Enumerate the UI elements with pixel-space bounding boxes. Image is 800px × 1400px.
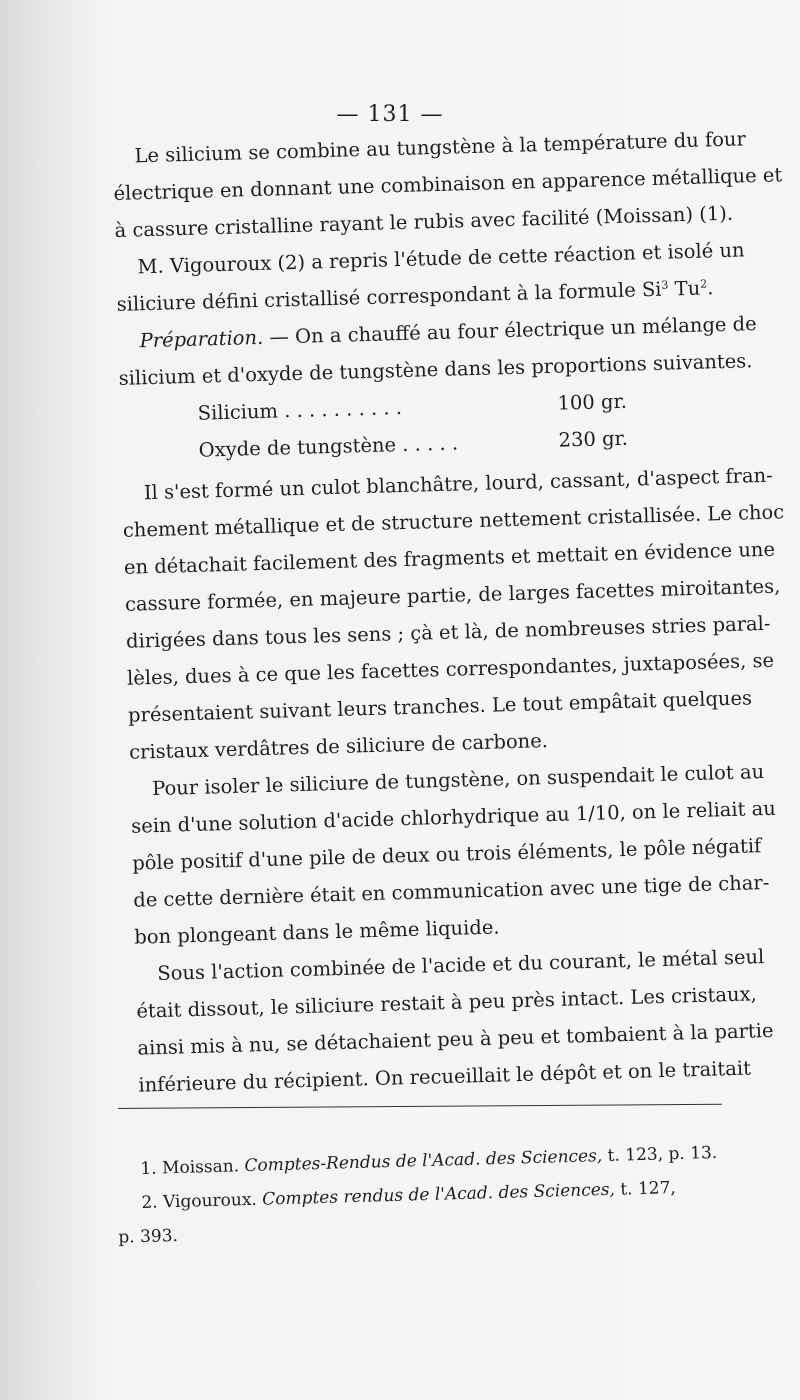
text-line: dirigées dans tous les sens ; çà et là, de nombreuses stries paral-	[125, 611, 771, 653]
footnote-title: Comptes rendus de l'Acad. des Sciences,	[261, 1179, 616, 1210]
text-line: ainsi mis à nu, se détachaient peu à peu et tombaient à la partie	[137, 1018, 774, 1060]
page-number: — 131 —	[336, 102, 444, 127]
body-text	[112, 121, 785, 1103]
footnote-number: 2.	[141, 1192, 158, 1213]
text-line: Le silicium se combine au tungstène à la température du four	[134, 127, 747, 168]
footnote-title: Comptes-Rendus de l'Acad. des Sciences,	[244, 1146, 603, 1177]
formula-superscript: 3	[661, 278, 669, 292]
proportions-table	[197, 382, 639, 468]
footnote-author: Vigouroux.	[162, 1189, 258, 1213]
footnote-separator	[118, 1104, 722, 1109]
text-line: était dissout, le siliciure restait à peu près intact. Les cristaux,	[136, 982, 758, 1023]
text-line: de cette dernière était en communication avec une tige de char-	[132, 870, 770, 912]
text-line-formula: siliciure défini cristallisé correspondant à la formule Si$^3$ Tu$^2$.	[116, 276, 714, 316]
footnote-author: Moissan.	[161, 1156, 240, 1179]
text-line: pôle positif d'une pile de deux ou trois éléments, le pôle négatif	[131, 834, 762, 875]
paragraph-4	[121, 458, 785, 771]
text-line: sein d'une solution d'acide chlorhydrique au 1/10, on le reliait au	[130, 796, 777, 838]
text-segment: Tu	[674, 276, 701, 301]
text-line: en détachait facilement des fragments et mettait en évidence une	[123, 537, 776, 579]
footnotes	[118, 1136, 733, 1254]
footnote-2-continuation: p. 393.	[118, 1225, 179, 1248]
text-line: inférieure du récipient. On recueillait le dépôt et on le traitait	[138, 1056, 752, 1097]
text-line: Sous l'action combinée de l'acide et du courant, le métal seul	[157, 945, 765, 986]
text-line: Il s'est formé un culot blanchâtre, lourd, cassant, d'aspect fran-	[143, 463, 773, 505]
text-line: bon plongeant dans le même liquide.	[134, 915, 500, 949]
text-line: silicium et d'oxyde de tungstène dans les proportions suivantes.	[118, 349, 753, 390]
text-line: Pour isoler le siliciure de tungstène, on suspendait le culot au	[151, 760, 765, 801]
text-line: lèles, dues à ce que les facettes correspondantes, juxtaposées, se	[126, 648, 775, 690]
text-line: cassure formée, en majeure partie, de larges facettes miroitantes,	[124, 574, 781, 616]
section-lead: Préparation.	[139, 325, 264, 353]
text-line: chement métallique et de structure nettement cristallisée. Le choc	[122, 500, 785, 542]
footnote-ref: t. 123, p. 13.	[607, 1142, 718, 1166]
table-value: 230 gr.	[558, 426, 629, 452]
paragraph-6	[135, 939, 774, 1104]
table-value: 100 gr.	[557, 389, 628, 415]
footnote-number: 1.	[140, 1158, 157, 1179]
formula-superscript: 2	[699, 277, 708, 291]
text-segment: siliciure défini cristallisé correspondant à la formule Si	[116, 277, 662, 316]
table-label: Silicium . . . . . . . . . .	[197, 396, 403, 425]
text-line: M. Vigouroux (2) a repris l'étude de cette réaction et isolé un	[137, 238, 745, 279]
table-label: Oxyde de tungstène . . . . .	[198, 431, 459, 462]
paragraph-1	[112, 121, 783, 249]
text-line: électrique en donnant une combinaison en apparence métallique et	[113, 163, 783, 205]
text-line: présentaient suivant leurs tranches. Le tout empâtait quelques	[127, 686, 753, 727]
text-line: cristaux verdâtres de siliciure de carbone.	[128, 729, 549, 764]
text-line: à cassure cristalline rayant le rubis avec facilité (Moissan) (1).	[114, 201, 734, 242]
footnote-ref: t. 127,	[620, 1178, 677, 1200]
text-segment: — On a chauffé au four électrique un mélange de	[262, 312, 757, 349]
paragraph-5	[130, 754, 777, 956]
